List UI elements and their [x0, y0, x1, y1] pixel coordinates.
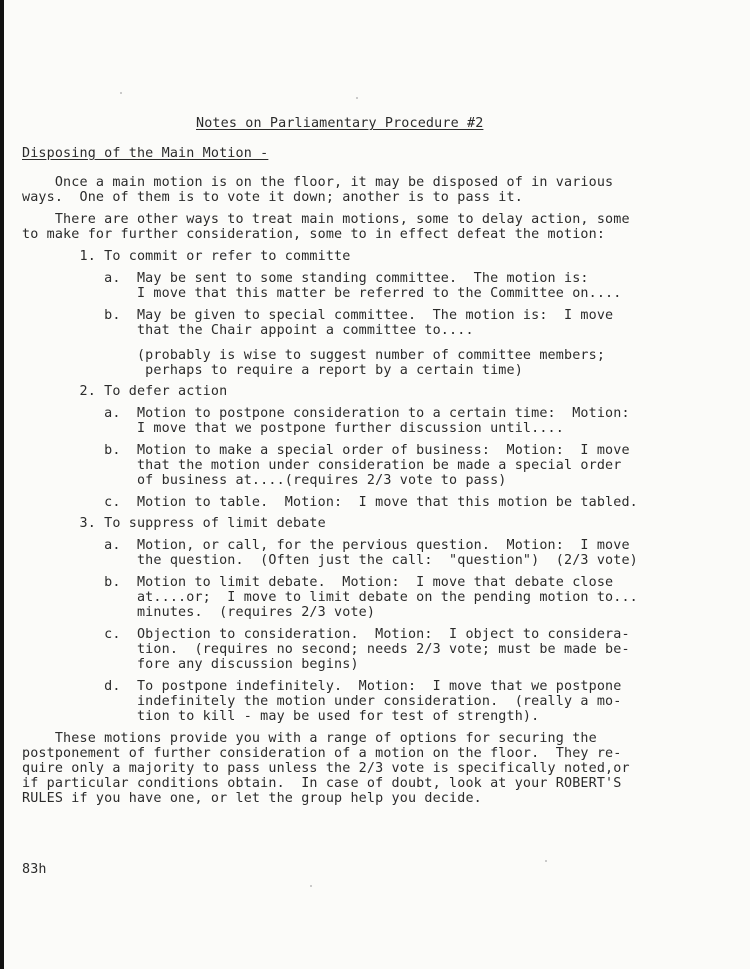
body-line: These motions provide you with a range of options for securing the	[22, 731, 597, 746]
body-line: c. Objection to consideration. Motion: I object to considera-	[22, 627, 630, 642]
body-line: b. May be given to special committee. The motion is: I move	[22, 308, 614, 323]
body-line: that the motion under consideration be made a special order	[22, 458, 622, 473]
body-line: (probably is wise to suggest number of committee members;	[22, 348, 606, 363]
body-line: of business at....(requires 2/3 vote to pass)	[22, 473, 507, 488]
body-line: perhaps to require a report by a certain time)	[22, 363, 523, 378]
body-line: at....or; I move to limit debate on the pending motion to...	[22, 590, 638, 605]
page-number: 83h	[22, 862, 47, 877]
body-line: c. Motion to table. Motion: I move that this motion be tabled.	[22, 495, 638, 510]
scan-speck	[356, 97, 358, 99]
body-line: fore any discussion begins)	[22, 657, 359, 672]
body-line: a. Motion, or call, for the pervious question. Motion: I move	[22, 538, 630, 553]
body-line: There are other ways to treat main motions, some to delay action, some	[22, 212, 630, 227]
page-title: Notes on Parliamentary Procedure #2	[196, 116, 484, 131]
body-line: a. May be sent to some standing committee. The motion is:	[22, 271, 589, 286]
body-line: RULES if you have one, or let the group help you decide.	[22, 791, 482, 806]
body-line: that the Chair appoint a committee to....	[22, 323, 474, 338]
body-line: to make for further consideration, some to in effect defeat the motion:	[22, 227, 606, 242]
scan-speck	[120, 92, 122, 94]
body-line: 3. To suppress of limit debate	[22, 516, 326, 531]
body-line: I move that this matter be referred to the Committee on....	[22, 286, 622, 301]
body-line: postponement of further consideration of a motion on the floor. They re-	[22, 746, 622, 761]
body-line: Once a main motion is on the floor, it may be disposed of in various	[22, 175, 614, 190]
body-line: tion to kill - may be used for test of strength).	[22, 709, 540, 724]
body-line: 2. To defer action	[22, 384, 228, 399]
body-line: the question. (Often just the call: "question") (2/3 vote)	[22, 553, 638, 568]
section-heading: Disposing of the Main Motion -	[22, 146, 269, 161]
body-line: d. To postpone indefinitely. Motion: I move that we postpone	[22, 679, 622, 694]
scan-speck	[310, 885, 312, 887]
body-line: minutes. (requires 2/3 vote)	[22, 605, 376, 620]
body-line: a. Motion to postpone consideration to a certain time: Motion:	[22, 406, 630, 421]
body-line: 1. To commit or refer to committe	[22, 249, 351, 264]
body-line: I move that we postpone further discussion until....	[22, 421, 564, 436]
body-line: quire only a majority to pass unless the 2/3 vote is specifically noted,or	[22, 761, 630, 776]
body-line: b. Motion to limit debate. Motion: I move that debate close	[22, 575, 614, 590]
body-line: tion. (requires no second; needs 2/3 vote; must be made be-	[22, 642, 630, 657]
body-line: b. Motion to make a special order of business: Motion: I move	[22, 443, 630, 458]
body-line: indefinitely the motion under consideration. (really a mo-	[22, 694, 622, 709]
page-edge	[0, 0, 4, 969]
body-line: ways. One of them is to vote it down; another is to pass it.	[22, 190, 523, 205]
scan-speck	[545, 860, 547, 862]
body-line: if particular conditions obtain. In case of doubt, look at your ROBERT'S	[22, 776, 622, 791]
